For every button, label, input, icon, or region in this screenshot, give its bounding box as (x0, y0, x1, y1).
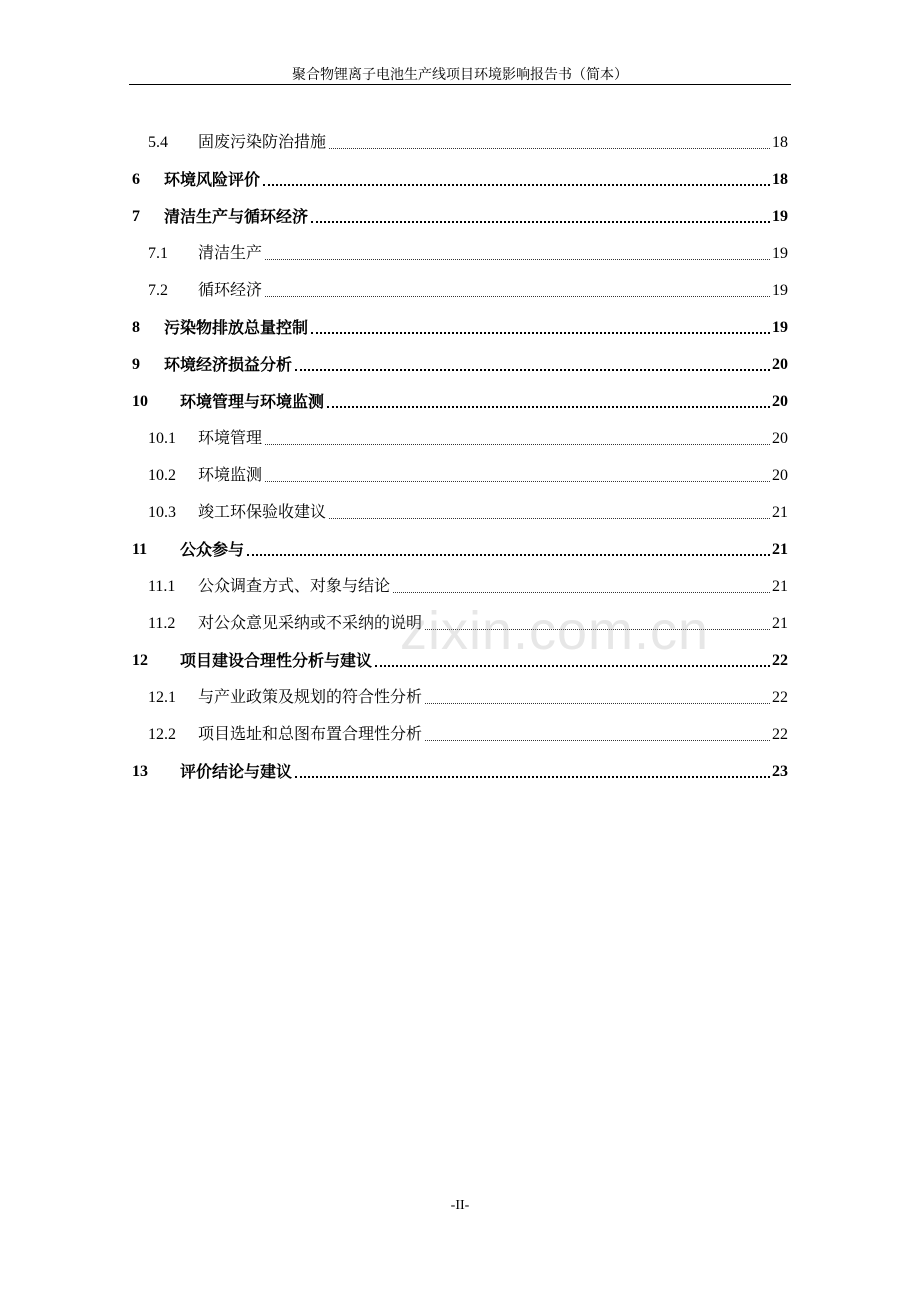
toc-entry[interactable] (132, 487, 788, 524)
toc-entry-title: 固废污染防治措施 (198, 134, 327, 151)
toc-entry-page: 21 (772, 578, 788, 595)
toc-entry-title: 对公众意见采纳或不采纳的说明 (198, 615, 423, 632)
toc-entry-number: 10.2 (148, 467, 176, 484)
toc-entry-number: 12 (132, 652, 148, 669)
toc-entry-title: 清洁生产与循环经济 (164, 207, 309, 226)
toc-entry-title: 环境风险评价 (164, 170, 261, 189)
toc-entry-page: 19 (772, 319, 788, 336)
toc-entry-page: 20 (772, 430, 788, 447)
toc-entry-number: 11 (132, 541, 148, 558)
toc-entry-number: 6 (132, 171, 140, 188)
toc-entry-title: 公众调查方式、对象与结论 (198, 578, 391, 595)
page-number: -II- (450, 1198, 470, 1213)
toc-dot-leader (265, 296, 770, 297)
toc-entry-title: 与产业政策及规划的符合性分析 (198, 689, 423, 706)
toc-dot-leader (375, 665, 770, 667)
toc-entry-number: 7.1 (148, 245, 168, 262)
toc-dot-leader (329, 148, 770, 149)
toc-dot-leader (425, 703, 770, 704)
toc-entry-title: 评价结论与建议 (180, 762, 293, 781)
toc-dot-leader (247, 554, 770, 556)
table-of-contents (132, 117, 788, 783)
toc-entry-number: 5.4 (148, 134, 168, 151)
toc-dot-leader (425, 740, 770, 741)
toc-entry[interactable] (132, 450, 788, 487)
toc-dot-leader (265, 259, 770, 260)
toc-entry-page: 21 (772, 504, 788, 521)
toc-entry-page: 19 (772, 245, 788, 262)
toc-entry-page: 20 (772, 393, 788, 410)
toc-entry-number: 11.2 (148, 615, 176, 632)
toc-entry-number: 12.2 (148, 726, 176, 743)
header-rule (129, 84, 791, 85)
toc-entry[interactable] (132, 228, 788, 265)
toc-entry-title: 环境管理 (198, 430, 263, 447)
toc-entry[interactable] (132, 376, 788, 413)
toc-entry-number: 8 (132, 319, 140, 336)
toc-entry-title: 公众参与 (180, 540, 245, 559)
toc-dot-leader (329, 518, 770, 519)
toc-entry-title: 项目选址和总图布置合理性分析 (198, 726, 423, 743)
toc-entry[interactable] (132, 413, 788, 450)
toc-entry-title: 污染物排放总量控制 (164, 318, 309, 337)
toc-entry-number: 11.1 (148, 578, 176, 595)
toc-entry-title: 环境监测 (198, 467, 263, 484)
toc-dot-leader (311, 221, 770, 223)
toc-entry[interactable] (132, 117, 788, 154)
toc-dot-leader (311, 332, 770, 334)
toc-entry-page: 19 (772, 282, 788, 299)
toc-entry[interactable] (132, 561, 788, 598)
toc-entry-title: 环境管理与环境监测 (180, 392, 325, 411)
toc-entry-number: 9 (132, 356, 140, 373)
toc-entry[interactable] (132, 709, 788, 746)
toc-entry-page: 18 (772, 171, 788, 188)
toc-entry-page: 19 (772, 208, 788, 225)
toc-entry[interactable] (132, 339, 788, 376)
toc-entry-page: 23 (772, 763, 788, 780)
running-header: 聚合物锂离子电池生产线项目环境影响报告书（简本） (292, 67, 628, 83)
toc-entry[interactable] (132, 265, 788, 302)
toc-dot-leader (295, 776, 770, 778)
toc-entry-page: 21 (772, 615, 788, 632)
toc-entry[interactable] (132, 672, 788, 709)
toc-entry-number: 10.3 (148, 504, 176, 521)
toc-entry-title: 项目建设合理性分析与建议 (180, 651, 373, 670)
toc-dot-leader (295, 369, 770, 371)
toc-entry-number: 10.1 (148, 430, 176, 447)
toc-entry-page: 22 (772, 726, 788, 743)
toc-entry-number: 7.2 (148, 282, 168, 299)
toc-entry-page: 20 (772, 467, 788, 484)
toc-entry-number: 7 (132, 208, 140, 225)
toc-entry-number: 10 (132, 393, 148, 410)
toc-entry-title: 环境经济损益分析 (164, 355, 293, 374)
toc-entry[interactable] (132, 154, 788, 191)
watermark: zixin.com.cn (400, 601, 710, 661)
toc-dot-leader (265, 481, 770, 482)
toc-dot-leader (265, 444, 770, 445)
toc-entry-page: 22 (772, 652, 788, 669)
toc-entry-page: 18 (772, 134, 788, 151)
toc-entry[interactable] (132, 524, 788, 561)
toc-entry[interactable] (132, 746, 788, 783)
toc-entry-title: 循环经济 (198, 282, 263, 299)
toc-entry-page: 21 (772, 541, 788, 558)
toc-entry-title: 竣工环保验收建议 (198, 504, 327, 521)
toc-dot-leader (327, 406, 770, 408)
toc-entry-number: 13 (132, 763, 148, 780)
toc-entry-page: 22 (772, 689, 788, 706)
toc-dot-leader (263, 184, 770, 186)
toc-entry[interactable] (132, 302, 788, 339)
toc-dot-leader (393, 592, 770, 593)
toc-entry-title: 清洁生产 (198, 245, 263, 262)
toc-entry-number: 12.1 (148, 689, 176, 706)
toc-entry[interactable] (132, 191, 788, 228)
toc-entry-page: 20 (772, 356, 788, 373)
